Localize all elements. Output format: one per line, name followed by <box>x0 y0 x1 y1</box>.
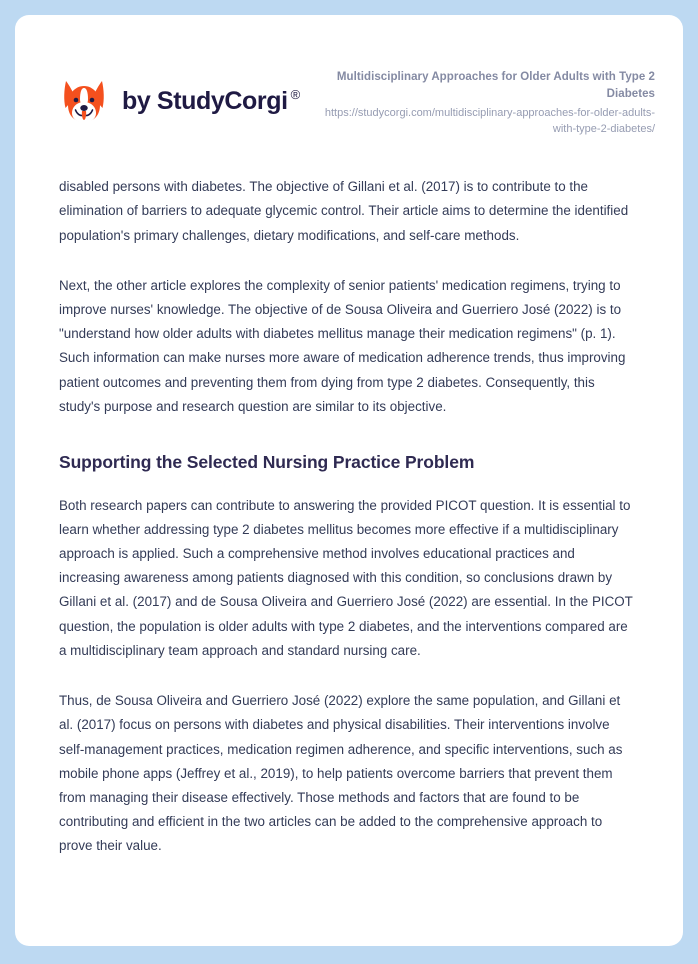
document-header <box>15 15 683 138</box>
corgi-logo-icon <box>59 76 109 126</box>
body-paragraph: disabled persons with diabetes. The objective of Gillani et al. (2017) is to contribute to the elimination of barriers to adequate glycemic control. Their article aims to determine the identified population's primary challenges, dietary modifications, and self-care methods. <box>59 179 629 243</box>
studycorgi-brand[interactable] <box>59 66 300 126</box>
brand-wordmark-text: by StudyCorgi <box>122 86 288 115</box>
header-document-meta <box>303 66 655 138</box>
document-source-url[interactable]: https://studycorgi.com/multidisciplinary-approaches-for-older-adults-with-type-2-diabetes/ <box>324 107 655 136</box>
registered-trademark-icon: ® <box>290 86 300 102</box>
document-title: Multidisciplinary Approaches for Older Adults with Type 2 Diabetes <box>336 71 655 100</box>
document-page-card <box>15 15 683 946</box>
body-paragraph: Next, the other article explores the complexity of senior patients' medication regimens, trying to improve nurses' knowledge. The objective of de Sousa Oliveira and Guerriero José (2022) is to "understand how older adults with diabetes mellitus manage their medication regimens" (p. 1). Such information can make nurses more aware of medication adherence trends, thus improving patient outcomes and preventing them from dying from type 2 diabetes. Consequently, this study's purpose and research question are similar to its objective. <box>59 277 626 414</box>
brand-wordmark <box>122 87 300 116</box>
document-body <box>15 175 683 858</box>
body-paragraph: Thus, de Sousa Oliveira and Guerriero José (2022) explore the same population, and Gillani et al. (2017) focus on persons with diabetes and physical disabilities. Their interventions involve self-management practices, medication regimen adherence, and specific interventions, such as mobile phone apps (Jeffrey et al., 2019), to help patients overcome barriers that prevent them from managing their disease effectively. Those methods and factors that are found to be contributing and efficient in the two articles can be added to the comprehensive approach to prove their value. <box>59 693 623 854</box>
section-heading: Supporting the Selected Nursing Practice Problem <box>59 452 475 473</box>
body-paragraph: Both research papers can contribute to answering the provided PICOT question. It is essential to learn whether addressing type 2 diabetes mellitus becomes more effective if a multidisciplinary approach is applied. Such a comprehensive method involves educational practices and increasing awareness among patients diagnosed with this condition, so conclusions drawn by Gillani et al. (2017) and de Sousa Oliveira and Guerriero José (2022) are essential. In the PICOT question, the population is older adults with type 2 diabetes, and the interventions compared are a multidisciplinary team approach and standard nursing care. <box>59 497 633 658</box>
